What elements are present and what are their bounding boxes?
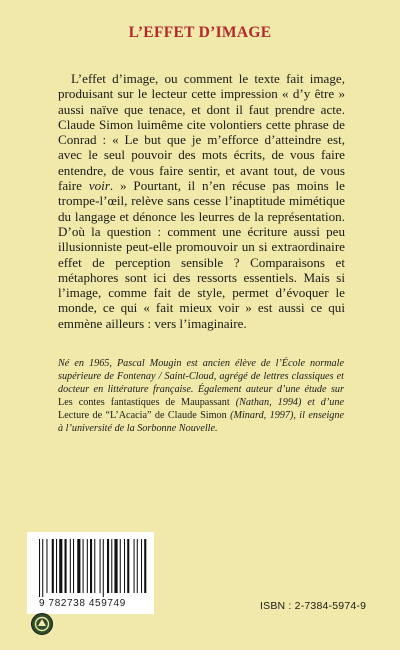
barcode-bar — [144, 539, 146, 593]
barcode-bar — [127, 539, 129, 593]
blurb-part-1: L’effet d’image, ou comment le texte fait image, produisant sur le lecteur cette impression « d’y être » aussi naïve que tenace, et dont il faut prendre acte. Claude Simon luimême cite volontiers cette phrase de Conrad : « Le but que je m’efforce d’atteindre est, avec le seul pouvoir des mots écrits, de vous faire entendre, de vous faire sentir, et avant tout, de vous faire — [58, 71, 345, 194]
barcode-bar — [114, 539, 117, 593]
bio-part-2: (Nathan, 1994) et d’une — [229, 396, 344, 408]
barcode-bar — [141, 539, 142, 593]
bio-part-1: Né en 1965, Pascal Mougin est ancien élève de l’École normale supérieure de Fontenay / Saint-Cloud, agrégé de lettres classiques et docteur en littérature française. Également auteur d’une étude sur — [58, 358, 344, 395]
barcode-bar — [107, 539, 109, 593]
publisher-seal-icon — [30, 612, 54, 636]
barcode-bar — [124, 539, 125, 593]
blurb-paragraph — [58, 71, 345, 331]
blurb-emphasis: voir — [88, 178, 110, 194]
barcode-bar — [90, 539, 92, 593]
barcode-bar — [103, 539, 104, 597]
barcode-bar — [83, 539, 84, 593]
blurb-part-2: . » Pourtant, il n’en récuse pas moins le trompe-l’œil, relève sans cesse l’inaptitude mimétique du langage et dénonce les leurres de la représentation. D’où la question : comment une écriture aussi peu illusionniste peut-elle promouvoir un si extraordinaire effet de perception sensible ? Comparaisons et métaphores sont ici des ressorts essentiels. Mais si l’image, comme fait de style, permet d’évoquer le monde, ce qui « fait mieux voir » est aussi ce qui emmène ailleurs : vers l’imaginaire. — [58, 178, 345, 331]
barcode-bar — [111, 539, 112, 593]
barcode-bar — [73, 539, 74, 593]
author-bio — [58, 358, 344, 435]
bio-book-title-1: Les contes fantastiques de Maupassant — [58, 396, 230, 408]
bio-paragraph — [58, 358, 344, 435]
barcode-bar — [56, 539, 57, 593]
barcode-bar — [134, 539, 135, 593]
barcode — [27, 532, 154, 614]
barcode-bar — [65, 539, 67, 593]
barcode-number: 9 782738 459749 — [39, 598, 126, 609]
bio-part-3: (Minard, 1997), il enseigne à l’université de la Sorbonne Nouvelle. — [58, 409, 344, 434]
barcode-bar — [39, 539, 40, 597]
barcode-bar — [52, 539, 54, 593]
book-title: L’EFFET D’IMAGE — [128, 24, 272, 41]
barcode-bar — [120, 539, 121, 593]
barcode-bar — [94, 539, 95, 593]
barcode-bar — [87, 539, 88, 593]
barcode-bar — [100, 539, 101, 593]
barcode-bar — [137, 539, 138, 593]
barcode-bar — [59, 539, 62, 593]
barcode-bar — [42, 539, 43, 597]
barcode-bar — [70, 539, 71, 593]
barcode-bars — [39, 539, 147, 597]
barcode-bar — [46, 539, 47, 593]
blurb-text — [58, 71, 345, 331]
bio-book-title-2: Lecture de “L’Acacia” de Claude Simon — [58, 409, 227, 421]
barcode-bar — [77, 539, 80, 593]
isbn-label: ISBN : 2-7384-5974-9 — [260, 600, 367, 612]
